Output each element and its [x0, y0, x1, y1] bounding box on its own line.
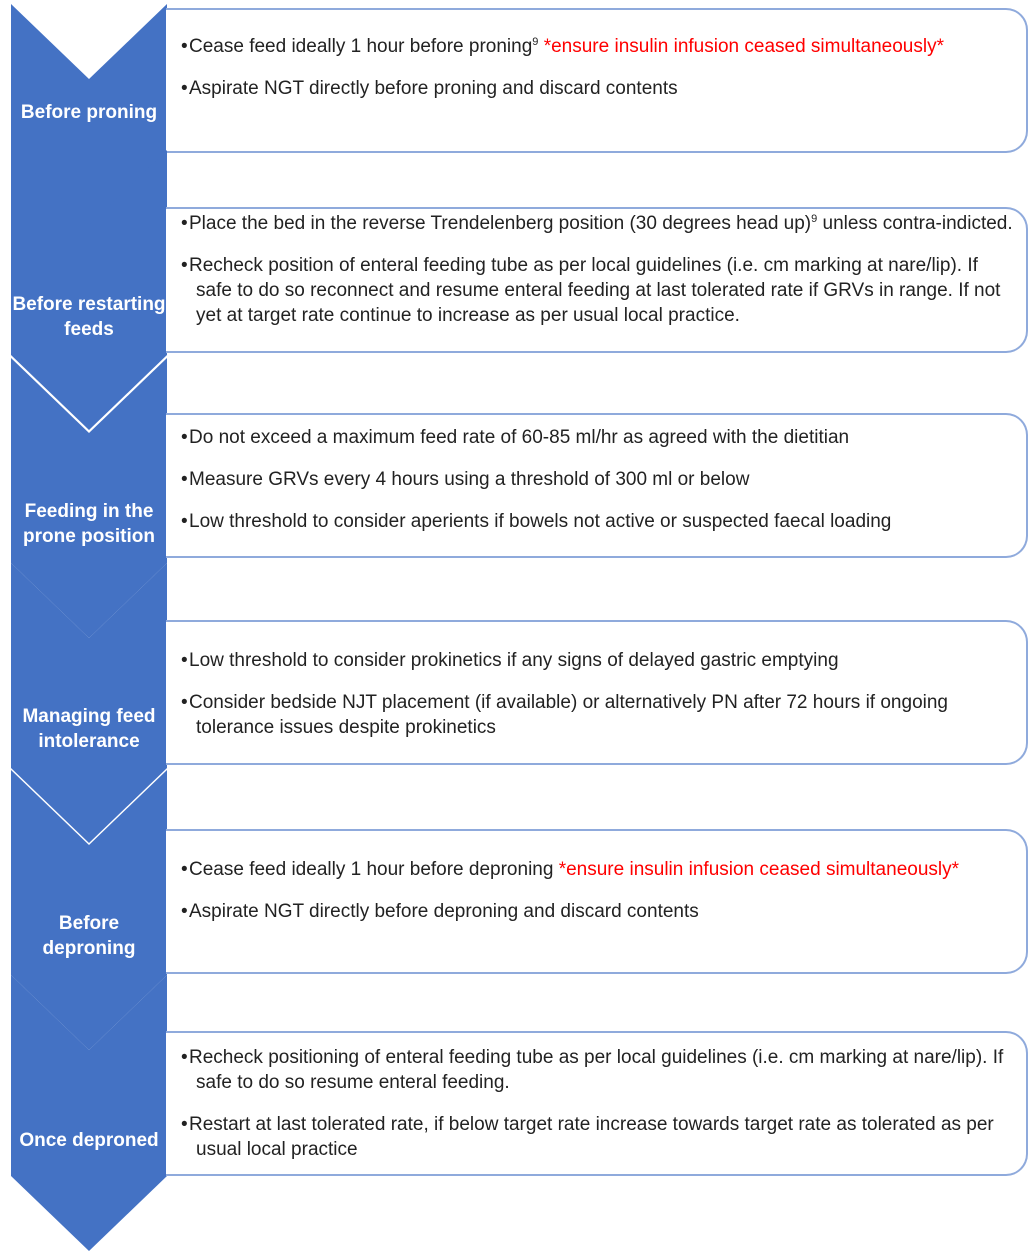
step-bullet [181, 253, 1016, 328]
chevron-shape [11, 975, 167, 1251]
bullet-dot-icon: • [181, 901, 188, 922]
step-bullet [181, 690, 1016, 740]
step-bullet [181, 467, 1016, 492]
bullet-dot-icon: • [181, 255, 188, 276]
bullet-text: Recheck position of enteral feeding tube as per local guidelines (i.e. cm marking at nare/lip). If safe to do so reconnect and resume enteral feeding at last tolerated rate if GRVs in range. If not yet at target rate continue to increase as per usual local practice. [189, 255, 1001, 326]
step-label: Before restarting feeds [12, 294, 166, 340]
step-bullet [181, 211, 1016, 236]
bullet-text: Measure GRVs every 4 hours using a threshold of 300 ml or below [189, 469, 750, 490]
step-bullet-list [181, 857, 1016, 941]
step-content-box [166, 8, 1028, 153]
step-label: Before proning [20, 102, 158, 123]
step-label: Feeding in the prone position [23, 501, 155, 547]
step-label: Managing feed intolerance [22, 706, 156, 752]
bullet-dot-icon: • [181, 859, 188, 880]
step-bullet-list [181, 211, 1016, 345]
reference-superscript: 9 [811, 213, 818, 225]
warning-text: *ensure insulin infusion ceased simultaneously* [538, 36, 944, 57]
bullet-text: Aspirate NGT directly before proning and discard contents [189, 78, 678, 99]
step-content-box [166, 829, 1028, 974]
bullet-text: Do not exceed a maximum feed rate of 60-85 ml/hr as agreed with the dietitian [189, 427, 850, 448]
step-content-box [166, 1031, 1028, 1176]
warning-text: *ensure insulin infusion ceased simultaneously* [553, 859, 960, 880]
bullet-text: Place the bed in the reverse Trendelenberg position (30 degrees head up) [189, 213, 812, 234]
bullet-dot-icon: • [181, 650, 188, 671]
bullet-dot-icon: • [181, 78, 188, 99]
bullet-dot-icon: • [181, 1047, 188, 1068]
bullet-text: unless contra-indicted. [817, 213, 1013, 234]
step-bullet [181, 509, 1016, 534]
step-bullet [181, 899, 1016, 924]
bullet-text: Low threshold to consider aperients if bowels not active or suspected faecal loading [189, 511, 892, 532]
step-label: Once deproned [19, 1130, 159, 1151]
bullet-text: Low threshold to consider prokinetics if any signs of delayed gastric emptying [189, 650, 839, 671]
step-bullet-list [181, 1045, 1016, 1179]
bullet-text: Consider bedside NJT placement (if available) or alternatively PN after 72 hours if ongoing tolerance issues despite prokinetics [189, 692, 948, 738]
step-bullet-list [181, 648, 1016, 757]
step-content-box [166, 413, 1028, 558]
step-bullet [181, 425, 1016, 450]
step-bullet-list [181, 34, 1016, 118]
bullet-text: Aspirate NGT directly before deproning and discard contents [189, 901, 699, 922]
bullet-dot-icon: • [181, 511, 188, 532]
step-chevron [11, 975, 167, 1255]
bullet-text: Recheck positioning of enteral feeding tube as per local guidelines (i.e. cm marking at nare/lip). If safe to do so resume enteral feeding. [189, 1047, 1004, 1093]
step-content-box [166, 207, 1028, 353]
step-bullet [181, 1112, 1016, 1162]
step-bullet-list [181, 425, 1016, 551]
bullet-dot-icon: • [181, 469, 188, 490]
bullet-text: Restart at last tolerated rate, if below target rate increase towards target rate as tolerated as per usual local practice [189, 1114, 994, 1160]
step-bullet [181, 648, 1016, 673]
bullet-dot-icon: • [181, 427, 188, 448]
step-bullet [181, 1045, 1016, 1095]
step-bullet [181, 857, 1016, 882]
bullet-dot-icon: • [181, 692, 188, 713]
step-bullet [181, 76, 1016, 101]
step-bullet [181, 34, 1016, 59]
bullet-text: Cease feed ideally 1 hour before deproning [189, 859, 554, 880]
reference-superscript: 9 [532, 36, 539, 48]
bullet-text: Cease feed ideally 1 hour before proning [189, 36, 533, 57]
step-label: Before deproning [42, 913, 136, 959]
bullet-dot-icon: • [181, 213, 188, 234]
step-content-box [166, 620, 1028, 765]
bullet-dot-icon: • [181, 1114, 188, 1135]
bullet-dot-icon: • [181, 36, 188, 57]
